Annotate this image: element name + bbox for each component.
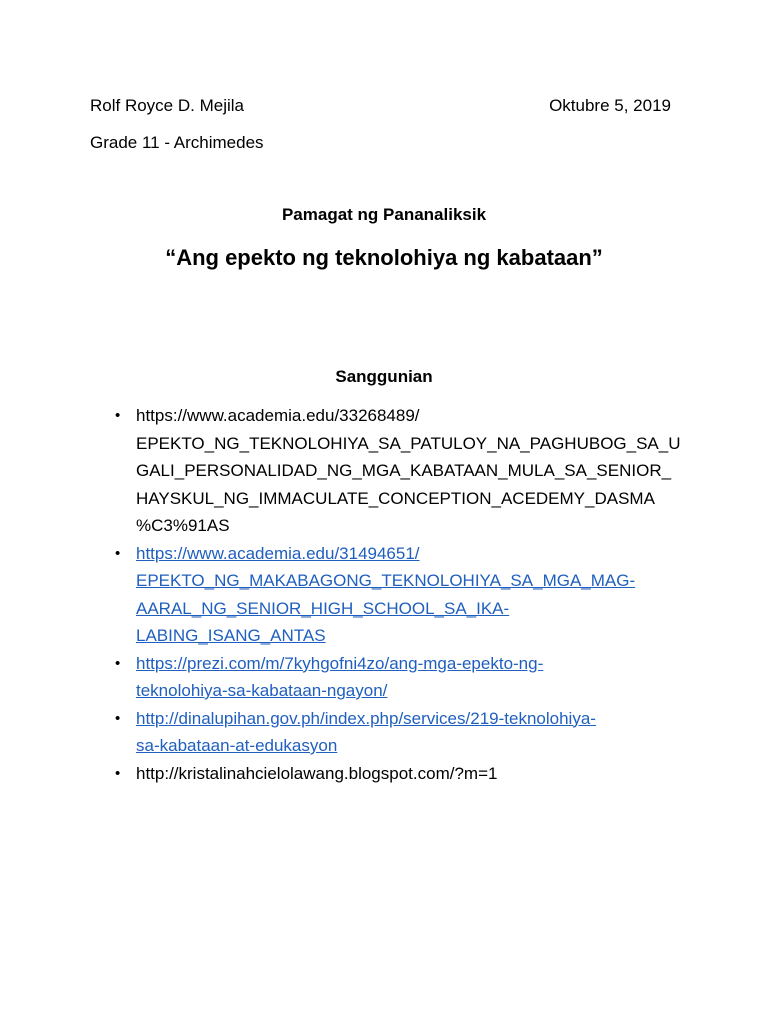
reference-line[interactable]: LABING_ISANG_ANTAS	[136, 626, 326, 645]
research-title: “Ang epekto ng teknolohiya ng kabataan”	[165, 245, 603, 270]
reference-item	[115, 540, 695, 650]
research-title-label: Pamagat ng Pananaliksik	[281, 205, 487, 224]
reference-link[interactable]	[136, 650, 695, 705]
reference-line[interactable]: https://www.academia.edu/31494651/	[136, 543, 420, 563]
reference-line[interactable]: EPEKTO_NG_MAKABAGONG_TEKNOLOHIYA_SA_MGA_MAG-	[136, 571, 636, 590]
reference-line: https://www.academia.edu/33268489/	[136, 406, 420, 425]
grade-section: Grade 11 - Archimedes	[90, 133, 264, 152]
bullet-icon: •	[115, 709, 121, 727]
author-name: Rolf Royce D. Mejila	[90, 96, 244, 115]
bullet-icon: •	[115, 654, 121, 672]
bullet-icon: •	[115, 544, 121, 562]
reference-link[interactable]	[136, 540, 695, 650]
reference-line[interactable]: sa-kabataan-at-edukasyon	[136, 736, 338, 755]
reference-item	[115, 402, 695, 540]
reference-line: http://kristalinahcielolawang.blogspot.com/?m=1	[136, 763, 498, 783]
reference-line: EPEKTO_NG_TEKNOLOHIYA_SA_PATULOY_NA_PAGHUBOG_SA_U	[136, 433, 681, 453]
reference-item	[115, 705, 695, 760]
references-heading: Sanggunian	[335, 367, 433, 386]
reference-text	[136, 402, 695, 540]
references-list	[115, 402, 695, 787]
bullet-icon: •	[115, 407, 121, 424]
reference-text	[136, 760, 695, 788]
reference-line: GALI_PERSONALIDAD_NG_MGA_KABATAAN_MULA_SA_SENIOR_	[136, 461, 672, 480]
reference-line: HAYSKUL_NG_IMMACULATE_CONCEPTION_ACEDEMY_DASMA	[136, 488, 655, 508]
reference-line[interactable]: https://prezi.com/m/7kyhgofni4zo/ang-mga-epekto-ng-	[136, 653, 544, 673]
reference-line[interactable]: http://dinalupihan.gov.ph/index.php/services/219-teknolohiya-	[136, 708, 596, 728]
reference-item	[115, 760, 695, 788]
bullet-icon: •	[115, 764, 121, 782]
reference-line[interactable]: teknolohiya-sa-kabataan-ngayon/	[136, 681, 388, 700]
reference-item	[115, 650, 695, 705]
document-date: Oktubre 5, 2019	[549, 96, 671, 115]
reference-line: %C3%91AS	[136, 516, 230, 535]
header-row	[90, 94, 671, 118]
reference-line[interactable]: AARAL_NG_SENIOR_HIGH_SCHOOL_SA_IKA-	[136, 598, 510, 618]
reference-link[interactable]	[136, 705, 695, 760]
